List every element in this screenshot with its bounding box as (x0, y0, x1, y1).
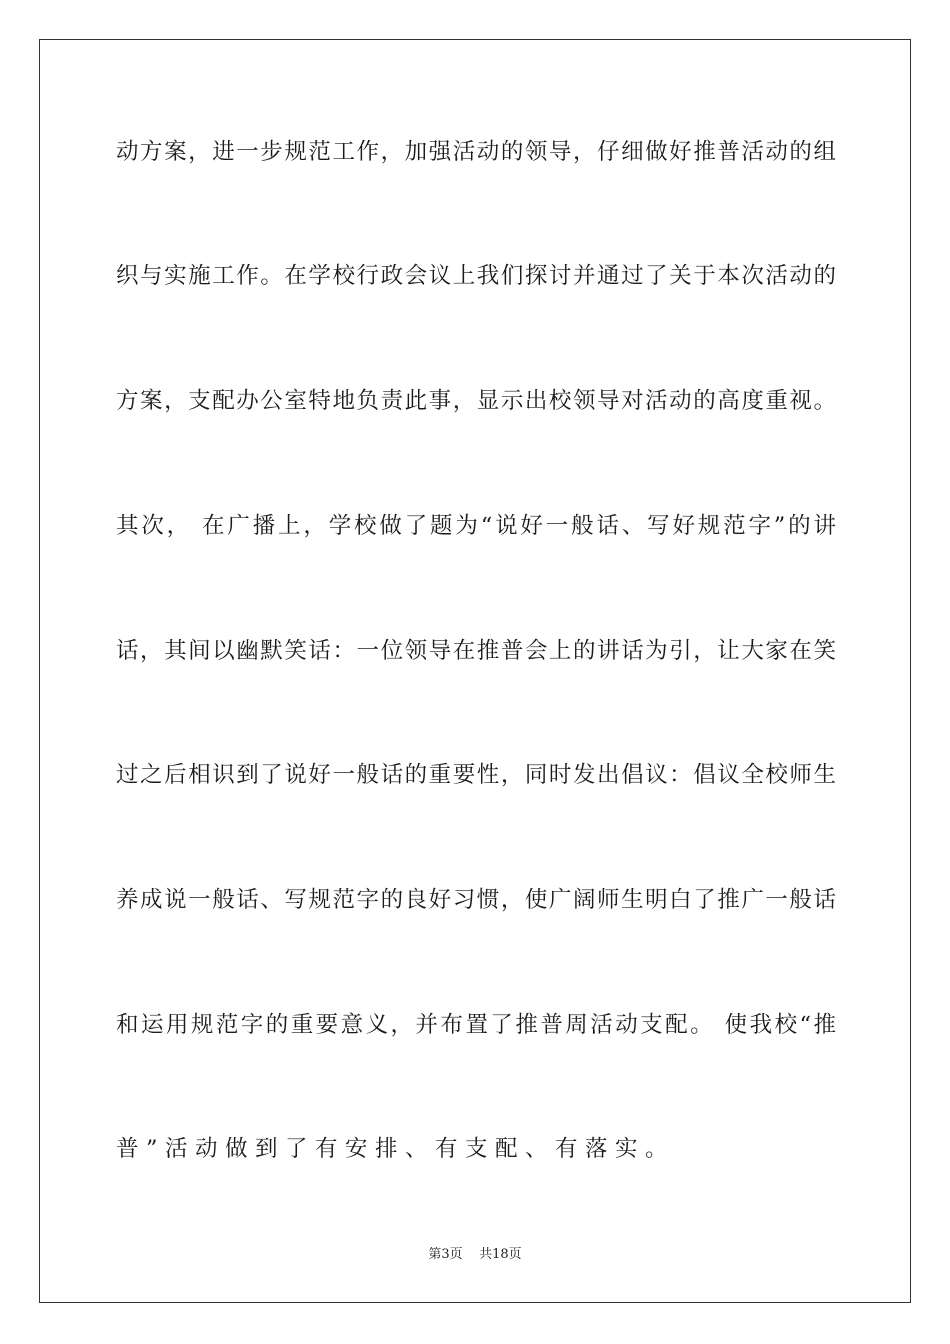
paragraph-line: 普”活动做到了有安排、有支配、有落实。 (116, 1136, 676, 1162)
paragraph-line: 织与实施工作。在学校行政会议上我们探讨并通过了关于本次活动的 (116, 263, 836, 289)
paragraph-line: 过之后相识到了说好一般话的重要性，同时发出倡议：倡议全校师生 (116, 762, 836, 788)
page-number: 第3页 (428, 1247, 463, 1262)
paragraph-line: 养成说一般话、写规范字的良好习惯，使广阔师生明白了推广一般话 (116, 887, 836, 913)
page-footer (0, 1247, 950, 1263)
paragraph-line: 其次， 在广播上，学校做了题为“说好一般话、写好规范字”的讲 (116, 513, 836, 539)
paragraph-line: 动方案，进一步规范工作，加强活动的领导，仔细做好推普活动的组 (116, 139, 836, 165)
page-total: 共18页 (479, 1247, 522, 1262)
page-border (39, 39, 911, 1303)
paragraph-line: 和运用规范字的重要意义，并布置了推普周活动支配。 使我校“推 (116, 1012, 836, 1038)
paragraph-line: 方案，支配办公室特地负责此事，显示出校领导对活动的高度重视。 (116, 388, 836, 414)
paragraph-line: 话，其间以幽默笑话：一位领导在推普会上的讲话为引，让大家在笑 (116, 638, 836, 664)
